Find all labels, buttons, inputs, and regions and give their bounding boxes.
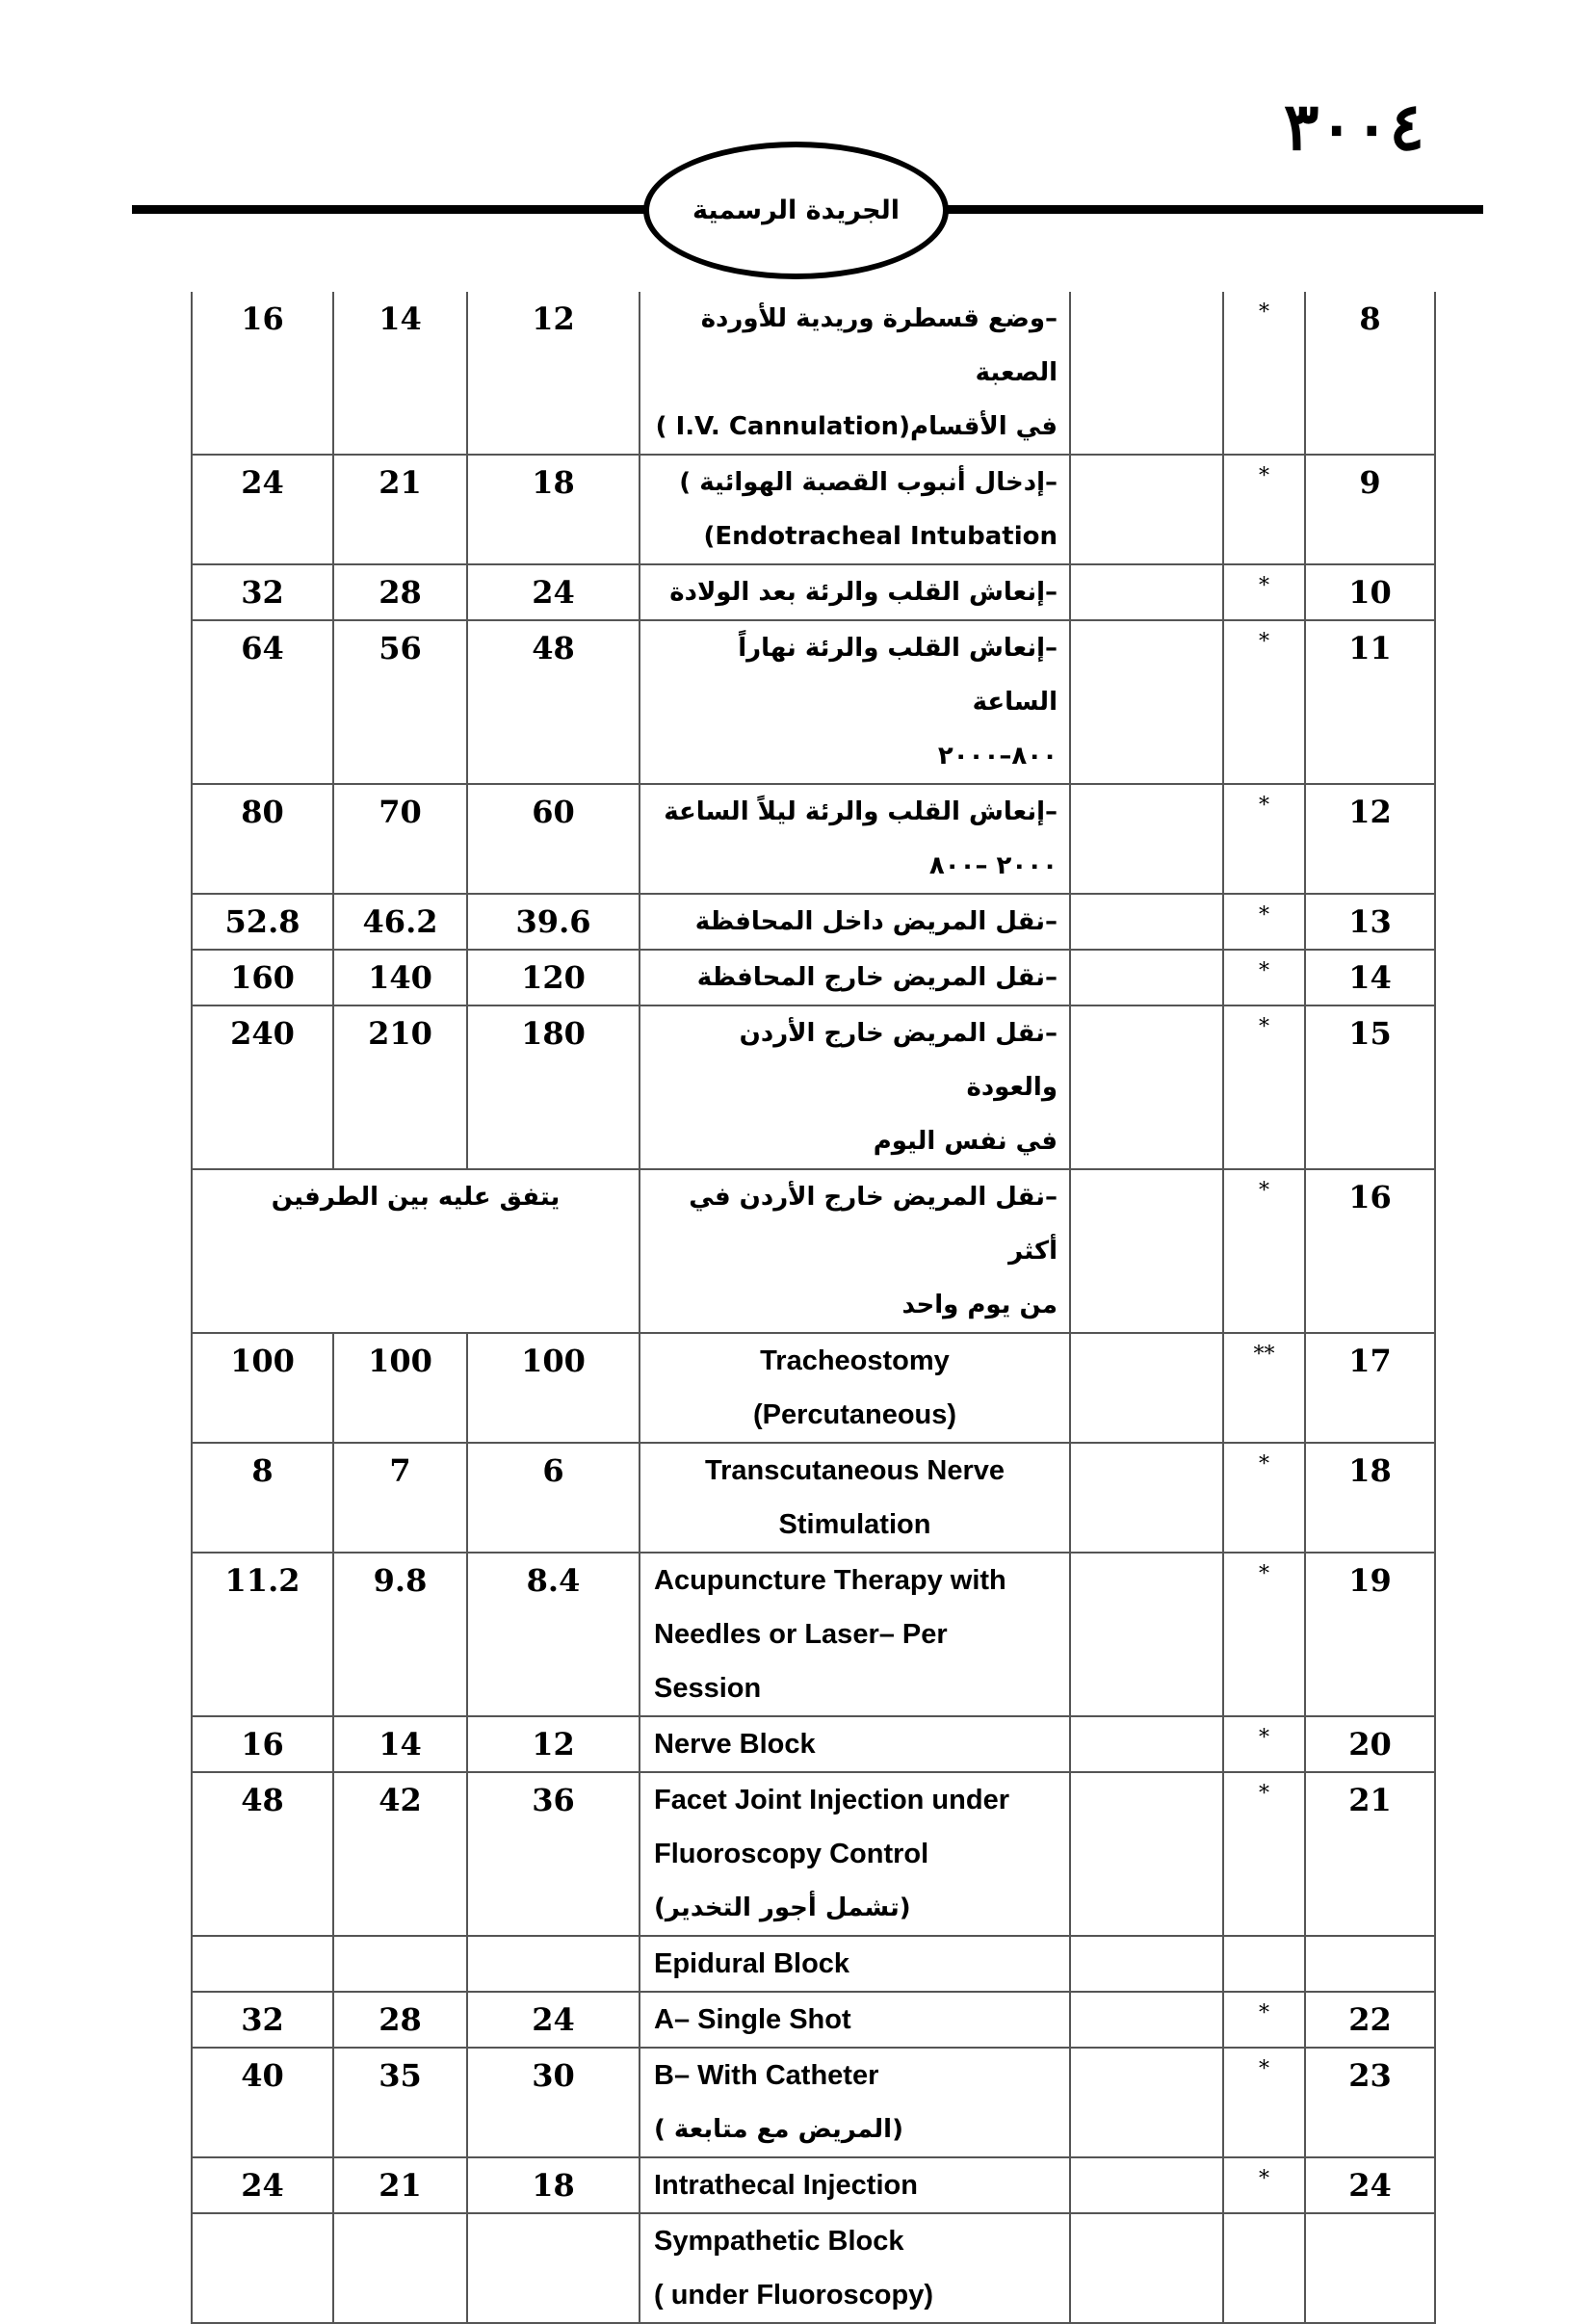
procedure-description	[640, 1553, 1070, 1716]
description-line: –وضع قسطرة وريدية للأوردة الصعبة	[700, 304, 1058, 387]
description-line: في الأقسام(I.V. Cannulation )	[655, 412, 1058, 441]
description-line: Stimulation	[778, 1509, 931, 1540]
fee-cell-1: 100	[467, 1333, 640, 1443]
mark-cell: *	[1223, 1169, 1305, 1333]
agreed-fee-cell: يتفق عليه بين الطرفين	[192, 1169, 640, 1333]
fee-cell-1: 180	[467, 1005, 640, 1169]
fee-cell-1: 39.6	[467, 894, 640, 950]
procedure-description	[640, 1333, 1070, 1443]
description-line: ٨٠٠–٢٠٠٠	[937, 742, 1058, 770]
fee-cell-2: 35	[333, 2048, 467, 2157]
empty-cell	[1070, 1936, 1223, 1992]
mark-cell	[1223, 2213, 1305, 2323]
procedure-description	[640, 1716, 1070, 1772]
description-line: Facet Joint Injection under	[654, 1785, 1009, 1815]
table-row	[192, 1005, 1435, 1169]
fee-cell-1: 12	[467, 1716, 640, 1772]
description-line: A– Single Shot	[654, 2004, 851, 2035]
mark-cell: *	[1223, 1716, 1305, 1772]
fee-cell-1: 36	[467, 1772, 640, 1936]
fee-cell-1	[467, 1936, 640, 1992]
description-line: –إنعاش القلب والرئة نهاراً الساعة	[738, 634, 1058, 717]
mark-cell: **	[1223, 1333, 1305, 1443]
procedure-description	[640, 2213, 1070, 2323]
description-line: Nerve Block	[654, 1729, 816, 1760]
page-number: ٣٠٠٤	[1283, 89, 1424, 166]
description-line: Acupuncture Therapy with	[654, 1565, 1006, 1596]
description-line: Sympathetic Block	[654, 2226, 904, 2257]
description-line: Transcutaneous Nerve	[704, 1455, 1005, 1486]
fee-cell-3: 16	[192, 292, 333, 455]
fee-cell-2: 210	[333, 1005, 467, 1169]
procedure-description	[640, 620, 1070, 784]
table-row	[192, 784, 1435, 894]
row-number: 11	[1305, 620, 1435, 784]
description-line: (المريض مع متابعة )	[654, 2115, 903, 2144]
empty-cell	[1070, 1443, 1223, 1553]
fee-cell-2: 42	[333, 1772, 467, 1936]
empty-cell	[1070, 455, 1223, 564]
row-number	[1305, 2213, 1435, 2323]
table-row	[192, 455, 1435, 564]
procedure-description	[640, 1936, 1070, 1992]
description-line: Epidural Block	[654, 1948, 850, 1979]
fee-cell-1: 120	[467, 950, 640, 1005]
procedure-description	[640, 564, 1070, 620]
empty-cell	[1070, 1333, 1223, 1443]
description-line: –إدخال أنبوب القصبة الهوائية )	[679, 468, 1058, 497]
procedure-description	[640, 784, 1070, 894]
procedure-description	[640, 455, 1070, 564]
fee-cell-3: 11.2	[192, 1553, 333, 1716]
fee-cell-2: 21	[333, 455, 467, 564]
description-line: Session	[654, 1673, 762, 1704]
fee-cell-3: 64	[192, 620, 333, 784]
row-number: 14	[1305, 950, 1435, 1005]
row-number: 22	[1305, 1992, 1435, 2048]
description-line: Intrathecal Injection	[654, 2170, 918, 2201]
fee-cell-2: 70	[333, 784, 467, 894]
empty-cell	[1070, 1716, 1223, 1772]
empty-cell	[1070, 1992, 1223, 2048]
mark-cell: *	[1223, 2048, 1305, 2157]
row-number: 10	[1305, 564, 1435, 620]
fee-cell-1: 60	[467, 784, 640, 894]
procedure-description	[640, 894, 1070, 950]
fee-cell-3: 32	[192, 1992, 333, 2048]
description-line: Needles or Laser– Per	[654, 1619, 948, 1650]
fee-cell-3: 24	[192, 2157, 333, 2213]
table-row	[192, 564, 1435, 620]
procedure-description	[640, 1443, 1070, 1553]
description-line: –نقل المريض خارج الأردن والعودة	[739, 1019, 1058, 1102]
row-number: 19	[1305, 1553, 1435, 1716]
description-line: –إنعاش القلب والرئة بعد الولادة	[669, 578, 1058, 607]
row-number: 18	[1305, 1443, 1435, 1553]
empty-cell	[1070, 950, 1223, 1005]
row-number: 15	[1305, 1005, 1435, 1169]
row-number: 23	[1305, 2048, 1435, 2157]
mark-cell: *	[1223, 1005, 1305, 1169]
row-number: 9	[1305, 455, 1435, 564]
mark-cell: *	[1223, 564, 1305, 620]
description-line: Tracheostomy	[760, 1345, 950, 1376]
empty-cell	[1070, 620, 1223, 784]
mark-cell: *	[1223, 894, 1305, 950]
table-row	[192, 1772, 1435, 1936]
fee-cell-1: 18	[467, 455, 640, 564]
fee-cell-3: 24	[192, 455, 333, 564]
fee-cell-3: 16	[192, 1716, 333, 1772]
mark-cell: *	[1223, 784, 1305, 894]
fee-cell-2	[333, 1936, 467, 1992]
fee-cell-2: 100	[333, 1333, 467, 1443]
fee-cell-1: 24	[467, 564, 640, 620]
empty-cell	[1070, 784, 1223, 894]
empty-cell	[1070, 1005, 1223, 1169]
description-line: B– With Catheter	[654, 2060, 879, 2091]
table-row	[192, 292, 1435, 455]
fee-cell-3: 52.8	[192, 894, 333, 950]
description-line: ٢٠٠٠ –٨٠٠	[928, 851, 1058, 880]
empty-cell	[1070, 1772, 1223, 1936]
fee-cell-1: 30	[467, 2048, 640, 2157]
fee-cell-3: 160	[192, 950, 333, 1005]
row-number: 21	[1305, 1772, 1435, 1936]
row-number: 20	[1305, 1716, 1435, 1772]
mark-cell: *	[1223, 2157, 1305, 2213]
fee-cell-3: 48	[192, 1772, 333, 1936]
table-row	[192, 894, 1435, 950]
fee-cell-2: 21	[333, 2157, 467, 2213]
fee-cell-3: 80	[192, 784, 333, 894]
table-row	[192, 2213, 1435, 2323]
row-number: 17	[1305, 1333, 1435, 1443]
fee-cell-3: 240	[192, 1005, 333, 1169]
empty-cell	[1070, 2048, 1223, 2157]
fee-cell-3: 32	[192, 564, 333, 620]
empty-cell	[1070, 894, 1223, 950]
fee-cell-1: 48	[467, 620, 640, 784]
fee-cell-2: 56	[333, 620, 467, 784]
procedure-description	[640, 292, 1070, 455]
description-line: Endotracheal Intubation)	[703, 522, 1058, 551]
description-line: –إنعاش القلب والرئة ليلاً الساعة	[664, 797, 1058, 826]
mark-cell: *	[1223, 1772, 1305, 1936]
description-line: –نقل المريض داخل المحافظة	[694, 907, 1058, 936]
table-row	[192, 2048, 1435, 2157]
gazette-title-oval	[643, 142, 949, 279]
table-row	[192, 2157, 1435, 2213]
row-number: 13	[1305, 894, 1435, 950]
table-row	[192, 620, 1435, 784]
procedure-description	[640, 1005, 1070, 1169]
fee-cell-3	[192, 2213, 333, 2323]
description-line: (Percutaneous)	[752, 1399, 957, 1430]
empty-cell	[1070, 292, 1223, 455]
empty-cell	[1070, 2213, 1223, 2323]
row-number	[1305, 1936, 1435, 1992]
mark-cell: *	[1223, 292, 1305, 455]
fee-cell-3: 40	[192, 2048, 333, 2157]
table-row	[192, 1992, 1435, 2048]
fee-cell-2: 7	[333, 1443, 467, 1553]
description-line: ( under Fluoroscopy)	[654, 2280, 933, 2311]
fee-cell-3	[192, 1936, 333, 1992]
description-line: –نقل المريض خارج الأردن في أكثر	[689, 1183, 1058, 1266]
row-number: 8	[1305, 292, 1435, 455]
fee-cell-1: 12	[467, 292, 640, 455]
fee-cell-1: 18	[467, 2157, 640, 2213]
fee-cell-3: 100	[192, 1333, 333, 1443]
mark-cell: *	[1223, 1553, 1305, 1716]
fee-cell-2: 9.8	[333, 1553, 467, 1716]
table-row	[192, 950, 1435, 1005]
mark-cell: *	[1223, 950, 1305, 1005]
mark-cell: *	[1223, 1443, 1305, 1553]
mark-cell	[1223, 1936, 1305, 1992]
procedure-description	[640, 950, 1070, 1005]
description-line: من يوم واحد	[901, 1291, 1058, 1319]
empty-cell	[1070, 564, 1223, 620]
procedure-description	[640, 1169, 1070, 1333]
description-line: –نقل المريض خارج المحافظة	[696, 963, 1058, 992]
row-number: 16	[1305, 1169, 1435, 1333]
row-number: 24	[1305, 2157, 1435, 2213]
fee-cell-1: 8.4	[467, 1553, 640, 1716]
fee-cell-2: 14	[333, 1716, 467, 1772]
table-row	[192, 1333, 1435, 1443]
description-line: Fluoroscopy Control	[654, 1839, 929, 1869]
fee-cell-2: 140	[333, 950, 467, 1005]
fee-cell-1: 6	[467, 1443, 640, 1553]
procedure-description	[640, 1992, 1070, 2048]
table-row	[192, 1936, 1435, 1992]
table-row	[192, 1553, 1435, 1716]
row-number: 12	[1305, 784, 1435, 894]
description-line: في نفس اليوم	[873, 1127, 1058, 1156]
empty-cell	[1070, 2157, 1223, 2213]
fee-cell-1	[467, 2213, 640, 2323]
fee-cell-3: 8	[192, 1443, 333, 1553]
procedure-description	[640, 2048, 1070, 2157]
fees-table	[191, 292, 1436, 2324]
mark-cell: *	[1223, 455, 1305, 564]
fee-cell-2	[333, 2213, 467, 2323]
procedure-description	[640, 2157, 1070, 2213]
table-row	[192, 1169, 1435, 1333]
procedure-description	[640, 1772, 1070, 1936]
mark-cell: *	[1223, 1992, 1305, 2048]
fee-cell-2: 46.2	[333, 894, 467, 950]
empty-cell	[1070, 1553, 1223, 1716]
table-row	[192, 1443, 1435, 1553]
fee-cell-2: 14	[333, 292, 467, 455]
gazette-title: الجريدة الرسمية	[692, 196, 900, 225]
description-line: (تشمل أجور التخدير)	[654, 1893, 911, 1922]
table-row	[192, 1716, 1435, 1772]
fee-cell-2: 28	[333, 564, 467, 620]
fee-cell-2: 28	[333, 1992, 467, 2048]
empty-cell	[1070, 1169, 1223, 1333]
mark-cell: *	[1223, 620, 1305, 784]
fee-cell-1: 24	[467, 1992, 640, 2048]
